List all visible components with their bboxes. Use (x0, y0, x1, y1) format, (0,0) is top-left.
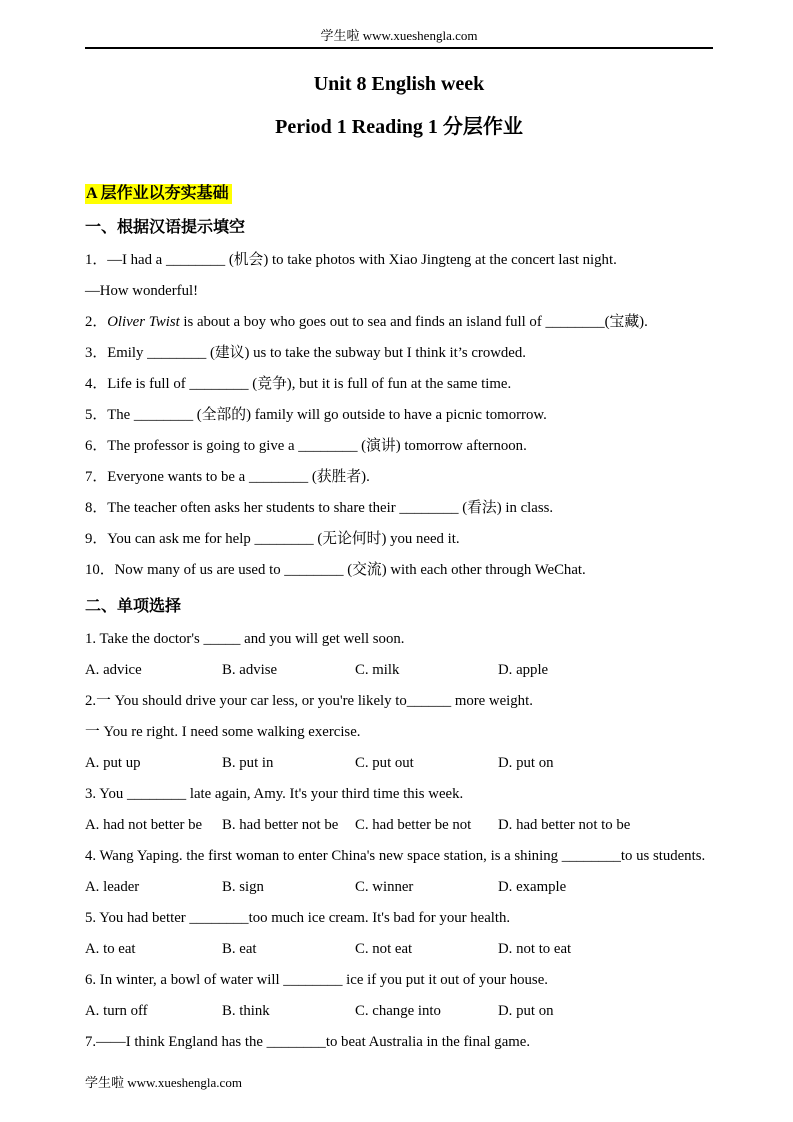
doc-subtitle: Period 1 Reading 1 分层作业 (275, 116, 523, 138)
question-stem: 3. You ________ late again, Amy. It's your third time this week. (85, 785, 464, 802)
option: B. put in (222, 754, 274, 771)
option: B. sign (222, 878, 264, 895)
section-a-highlight: A 层作业以夯实基础 (85, 184, 232, 204)
option: D. not to eat (498, 940, 572, 957)
fill-in-line (85, 406, 713, 425)
italic-text: Oliver Twist (107, 314, 180, 330)
header-site-text: 学生啦 www.xueshengla.com (320, 28, 478, 43)
option: B. think (222, 1002, 270, 1019)
options-row (85, 661, 713, 680)
fill-in-line (85, 561, 713, 580)
question-stem: 7.——I think England has the ________to beat Australia in the final game. (85, 1033, 531, 1050)
fill-in-line (85, 468, 713, 487)
fill-in-line (85, 344, 713, 363)
fill-in-line (85, 499, 713, 518)
line-text: 5．The ________ (全部的) family will go outside to have a picnic tomorrow. (85, 407, 547, 423)
fill-in-line (85, 437, 713, 456)
option: A. turn off (85, 1002, 148, 1019)
fill-in-line (85, 530, 713, 549)
option: C. milk (355, 661, 400, 678)
options-row (85, 940, 713, 959)
fill-in-line (85, 282, 713, 301)
part1-heading: 一、根据汉语提示填空 (85, 219, 246, 236)
line-text: 1．—I had a ________ (机会) to take photos with Xiao Jingteng at the concert last night. (85, 252, 617, 268)
page-header (85, 0, 713, 43)
part2-choice-questions (85, 630, 713, 1052)
line-text: 6．The professor is going to give a ________ (演讲) tomorrow afternoon. (85, 438, 527, 454)
line-text: 3．Emily ________ (建议) us to take the subway but I think it’s crowded. (85, 345, 526, 361)
page-footer (85, 1075, 242, 1090)
option: C. winner (355, 878, 414, 895)
question-stem: 一 You re right. I need some walking exercise. (85, 723, 361, 740)
question-stem: 2.一 You should drive your car less, or you're likely to______ more weight. (85, 692, 533, 709)
section-a-row (85, 183, 713, 205)
fill-in-line (85, 251, 713, 270)
option: C. had better be not (355, 816, 472, 833)
option: A. advice (85, 661, 142, 678)
footer-site-text: 学生啦 www.xueshengla.com (85, 1075, 242, 1090)
line-text: is about a boy who goes out to sea and finds an island full of ________(宝藏). (179, 314, 648, 330)
option: D. apple (498, 661, 549, 678)
option: B. had better not be (222, 816, 339, 833)
line-text: 7．Everyone wants to be a ________ (获胜者). (85, 469, 370, 485)
line-text: 2． (85, 314, 108, 330)
fill-in-line (85, 313, 713, 332)
option: A. put up (85, 754, 141, 771)
line-text: 4．Life is full of ________ (竞争), but it is full of fun at the same time. (85, 376, 512, 392)
line-text: 10．Now many of us are used to ________ (交流) with each other through WeChat. (85, 562, 586, 578)
option: D. put on (498, 754, 554, 771)
option: B. advise (222, 661, 278, 678)
option: D. put on (498, 1002, 554, 1019)
option: B. eat (222, 940, 257, 957)
options-row (85, 1002, 713, 1021)
options-row (85, 816, 713, 835)
question-stem: 5. You had better ________too much ice cream. It's bad for your health. (85, 909, 511, 926)
part1-fill-in-items (85, 251, 713, 580)
option: D. example (498, 878, 567, 895)
option: C. not eat (355, 940, 413, 957)
line-text: —How wonderful! (85, 283, 199, 299)
fill-in-line (85, 375, 713, 394)
line-text: 8．The teacher often asks her students to share their ________ (看法) in class. (85, 500, 554, 516)
option: C. put out (355, 754, 414, 771)
option: D. had better not to be (498, 816, 631, 833)
doc-title: Unit 8 English week (313, 73, 485, 95)
options-row (85, 754, 713, 773)
header-divider (85, 47, 713, 49)
option: A. to eat (85, 940, 136, 957)
option: A. had not better be (85, 816, 203, 833)
option: C. change into (355, 1002, 441, 1019)
line-text: 9．You can ask me for help ________ (无论何时) you need it. (85, 531, 460, 547)
question-stem: 6. In winter, a bowl of water will ________ ice if you put it out of your house. (85, 971, 548, 988)
options-row (85, 878, 713, 897)
part2-heading: 二、单项选择 (85, 597, 182, 615)
option: A. leader (85, 878, 140, 895)
question-stem: 1. Take the doctor's _____ and you will get well soon. (85, 630, 405, 647)
question-stem: 4. Wang Yaping. the first woman to enter China's new space station, is a shining ________to us students. (85, 847, 706, 864)
